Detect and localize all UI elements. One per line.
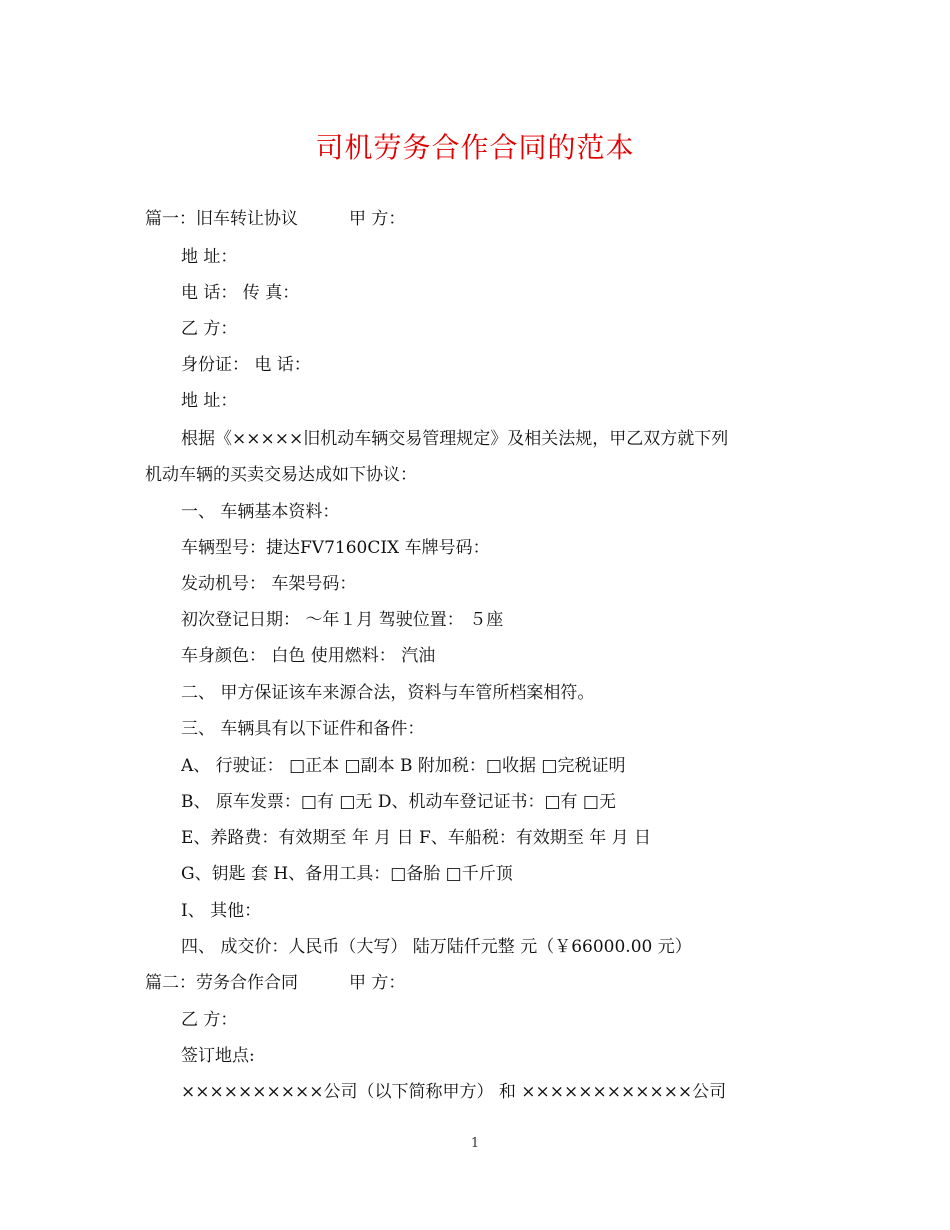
page-number: 1 xyxy=(470,1136,480,1151)
section-heading-part-one: 篇一：旧车转让协议 甲 方： xyxy=(145,209,406,229)
text-line: 乙 方： xyxy=(181,1010,238,1030)
text-line: B、 原车发票：□有 □无 D、机动车登记证书：□有 □无 xyxy=(181,792,616,812)
text-line: ××××××××××公司（以下简称甲方） 和 ××××××××××××公司 xyxy=(181,1082,727,1102)
text-line: A、 行驶证： □正本 □副本 B 附加税：□收据 □完税证明 xyxy=(181,756,626,776)
text-line: 乙 方： xyxy=(181,319,238,339)
text-line: I、 其他： xyxy=(181,901,262,921)
text-line: 四、 成交价：人民币（大写） 陆万陆仟元整 元（￥66000.00 元） xyxy=(181,937,692,957)
text-line: 三、 车辆具有以下证件和备件： xyxy=(181,719,425,739)
text-line: E、养路费：有效期至 年 月 日 F、车船税：有效期至 年 月 日 xyxy=(181,828,652,848)
section-heading-part-two: 篇二：劳务合作合同 甲 方： xyxy=(145,973,406,993)
text-line: 地 址： xyxy=(181,247,238,267)
text-line: 地 址： xyxy=(181,391,238,411)
text-line: 车身颜色： 白色 使用燃料： 汽油 xyxy=(181,646,436,666)
paragraph-line: 根据《×××××旧机动车辆交易管理规定》及相关法规，甲乙双方就下列 xyxy=(181,429,729,449)
paragraph-line: 机动车辆的买卖交易达成如下协议： xyxy=(145,465,417,485)
text-line: 初次登记日期： ～年１月 驾驶位置： ５座 xyxy=(181,610,504,630)
text-line: 二、 甲方保证该车来源合法，资料与车管所档案相符。 xyxy=(181,683,595,703)
text-line: 发动机号： 车架号码： xyxy=(181,574,357,594)
document-title: 司机劳务合作合同的范本 xyxy=(315,131,635,164)
text-line: 车辆型号：捷达FV7160CIX 车牌号码： xyxy=(181,538,490,558)
text-line: 一、 车辆基本资料： xyxy=(181,502,340,522)
text-line: 签订地点: xyxy=(181,1046,255,1066)
text-line: G、钥匙 套 H、备用工具：□备胎 □千斤顶 xyxy=(181,864,513,884)
text-line: 电 话： 传 真： xyxy=(181,283,300,303)
text-line: 身份证： 电 话： xyxy=(181,355,311,375)
